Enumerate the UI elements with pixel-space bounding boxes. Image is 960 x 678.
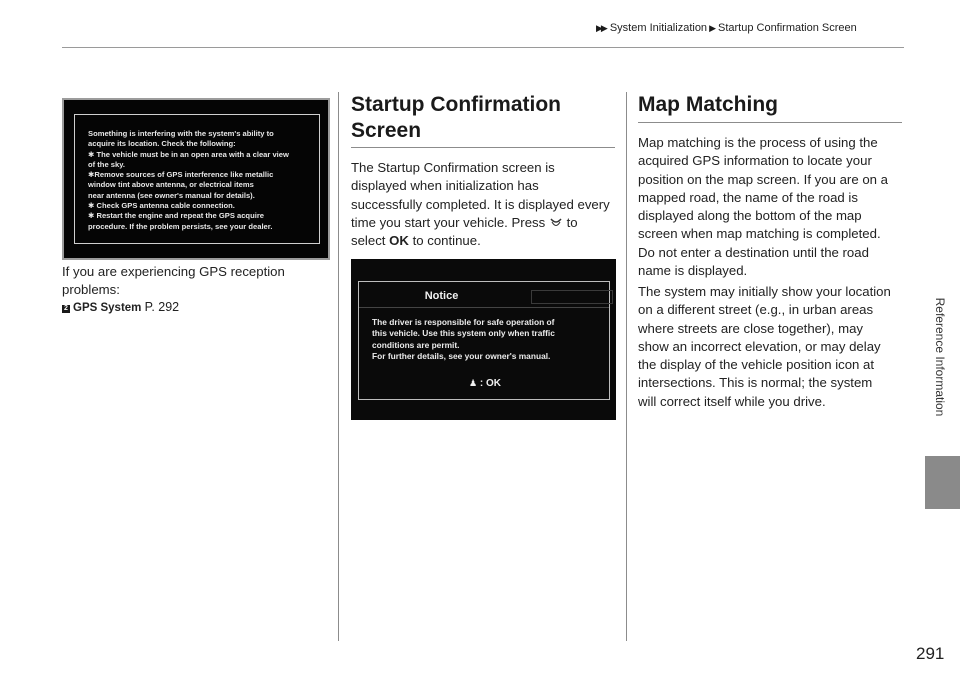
notice-line: conditions are permit.: [372, 339, 460, 350]
paragraph-line: on a different street (e.g., in urban areas: [638, 302, 874, 318]
paragraph-line: name is displayed.: [638, 263, 748, 279]
notice-dialog-frame: [358, 281, 610, 400]
reference-label: GPS System: [73, 302, 142, 314]
paragraph-line: where streets are close together), may: [638, 320, 864, 336]
warning-line: window tint above antenna, or electrical items: [88, 180, 254, 190]
warning-line: near antenna (see owner's manual for details).: [88, 190, 255, 200]
gps-caption-line: If you are experiencing GPS reception: [62, 264, 285, 279]
notice-ok-label: : OK: [479, 378, 501, 389]
header-rule: [62, 47, 904, 48]
paragraph-line: The Startup Confirmation screen is: [351, 160, 555, 175]
notice-title-field: [531, 290, 613, 304]
gps-caption-line: problems:: [62, 282, 120, 298]
paragraph-line: screen when map matching is completed.: [638, 226, 881, 242]
map-matching-paragraph-1: [638, 134, 913, 280]
paragraph-line: displayed along the bottom of the map: [638, 208, 862, 224]
notice-divider: [359, 307, 609, 308]
warning-line: Something is interfering with the system's ability to: [88, 129, 274, 138]
paragraph-line: intersections. This is normal; the system: [638, 375, 873, 391]
map-matching-heading: Map Matching: [638, 93, 778, 116]
notice-title: Notice: [424, 290, 459, 302]
notice-text: [372, 317, 555, 362]
notice-ok-prompt: [469, 378, 501, 389]
warning-line: ✱ Restart the engine and repeat the GPS acquire: [88, 211, 265, 221]
page-number: 291: [916, 644, 945, 663]
gps-warning-screen-frame: [74, 114, 320, 244]
paragraph-line: position on the map screen. If you are on a: [638, 171, 888, 187]
ok-keyword: OK: [389, 233, 409, 249]
warning-line: acquire its location. Check the following:: [88, 139, 236, 149]
paragraph-line: acquired GPS information to locate your: [638, 153, 872, 169]
warning-line: procedure. If the problem persists, see your dealer.: [88, 221, 273, 231]
warning-line: ✱ Check GPS antenna cable connection.: [88, 201, 235, 211]
notice-line: this vehicle. Use this system only when traffic: [372, 328, 555, 339]
heading-rule: [638, 122, 902, 123]
heading-rule: [351, 147, 615, 148]
paragraph-line: successfully completed. It is displayed every: [351, 196, 610, 212]
paragraph-line: show an incorrect elevation, or may delay: [638, 338, 881, 354]
paragraph-text: select: [351, 233, 386, 249]
warning-line: ✱ The vehicle must be in an open area with a clear view: [88, 149, 289, 159]
column-divider-left: [338, 92, 339, 641]
breadcrumb: [596, 22, 916, 34]
breadcrumb-arrows-icon: ▶▶: [596, 23, 606, 33]
paragraph-text: to: [566, 214, 578, 230]
gps-system-reference-link[interactable]: [62, 300, 179, 314]
notice-line: For further details, see your owner's manual.: [372, 350, 551, 361]
paragraph-line: [351, 232, 623, 250]
paragraph-line: [351, 214, 623, 232]
interface-dial-icon: [549, 216, 563, 229]
paragraph-line: Do not enter a destination until the road: [638, 244, 869, 260]
gps-caption: [62, 263, 332, 300]
paragraph-line: the display of the vehicle position icon at: [638, 357, 875, 373]
notice-line: The driver is responsible for safe operation of: [372, 317, 555, 327]
cross-reference-icon: 2: [62, 305, 70, 313]
heading-line: Startup Confirmation: [351, 93, 561, 116]
paragraph-line: Map matching is the process of using the: [638, 135, 878, 150]
reference-page: P. 292: [144, 300, 180, 314]
gps-warning-text: [88, 129, 289, 232]
paragraph-text: time you start your vehicle. Press: [351, 214, 546, 230]
startup-confirmation-heading: [351, 92, 613, 144]
gps-warning-screen-image: [62, 98, 330, 260]
side-tab-marker: [925, 456, 960, 509]
map-matching-paragraph-2: [638, 283, 913, 411]
side-tab-label: Reference Information: [933, 297, 947, 417]
warning-line: ✱Remove sources of GPS interference like metallic: [88, 170, 274, 180]
heading-line: Screen: [351, 119, 422, 142]
startup-notice-screen-image: [351, 259, 616, 420]
dial-press-icon: ♟: [469, 378, 478, 388]
paragraph-line: displayed when initialization has: [351, 178, 539, 194]
paragraph-line: will correct itself while you drive.: [638, 393, 826, 409]
paragraph-line: mapped road, the name of the road is: [638, 189, 858, 205]
paragraph-line: The system may initially show your location: [638, 284, 891, 299]
warning-line: of the sky.: [88, 159, 125, 169]
breadcrumb-item-startup-confirmation: Startup Confirmation Screen: [717, 22, 857, 34]
column-divider-right: [626, 92, 627, 641]
paragraph-text: to continue.: [412, 233, 481, 249]
breadcrumb-separator-icon: ▶: [709, 23, 716, 33]
startup-paragraph: [351, 159, 623, 250]
breadcrumb-item-system-initialization: System Initialization: [609, 22, 708, 34]
